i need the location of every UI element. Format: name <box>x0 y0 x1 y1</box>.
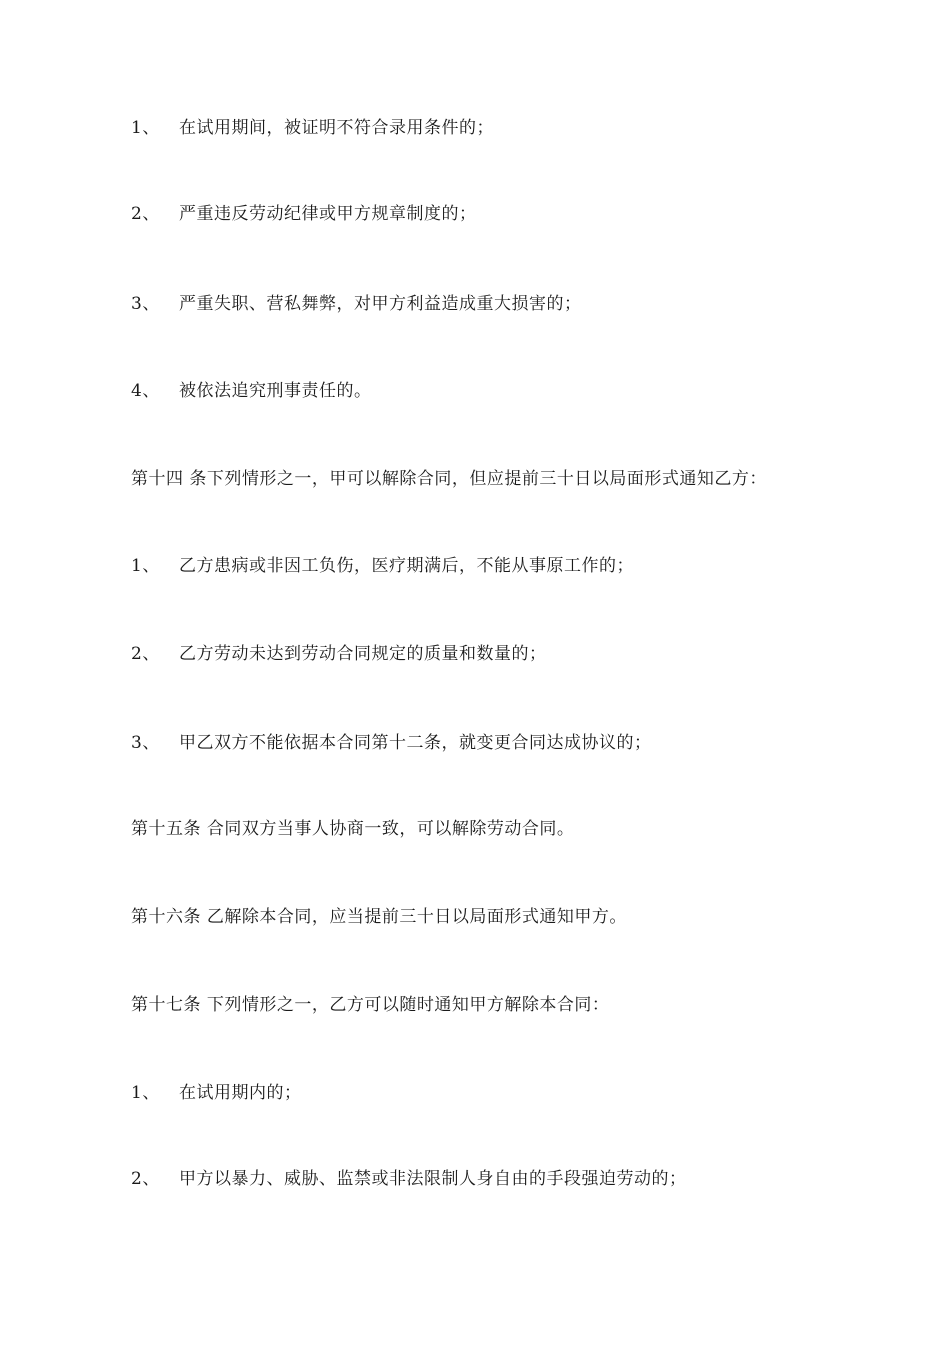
article-15-paragraph <box>131 818 574 840</box>
list-item <box>131 732 652 754</box>
list-item <box>131 203 477 225</box>
list-item-text: 严重失职、营私舞弊，对甲方利益造成重大损害的； <box>179 294 582 314</box>
list-item <box>131 643 547 665</box>
list-item-text: 乙方劳动未达到劳动合同规定的质量和数量的； <box>179 644 547 664</box>
list-item-number: 2、 <box>131 204 160 224</box>
article-text: 第十七条 下列情形之一，乙方可以随时通知甲方解除本合同： <box>131 995 610 1015</box>
article-text: 第十六条 乙解除本合同，应当提前三十日以局面形式通知甲方。 <box>131 907 627 927</box>
article-text: 第十五条 合同双方当事人协商一致，可以解除劳动合同。 <box>131 819 575 839</box>
list-item-text: 在试用期内的； <box>179 1083 302 1103</box>
list-item-text: 在试用期间，被证明不符合录用条件的； <box>179 118 494 138</box>
list-item-text: 甲乙双方不能依据本合同第十二条，就变更合同达成协议的； <box>179 733 652 753</box>
list-item <box>131 117 494 139</box>
list-item <box>131 380 372 402</box>
list-item <box>131 1168 687 1190</box>
list-item-text: 甲方以暴力、威胁、监禁或非法限制人身自由的手段强迫劳动的； <box>179 1169 687 1189</box>
list-item-number: 4、 <box>131 381 160 401</box>
list-item-number: 1、 <box>131 1083 160 1103</box>
list-item-number: 2、 <box>131 644 160 664</box>
list-item <box>131 293 582 315</box>
article-17-paragraph <box>131 994 609 1016</box>
list-item-number: 2、 <box>131 1169 160 1189</box>
list-item <box>131 1082 302 1104</box>
list-item-text: 被依法追究刑事责任的。 <box>179 381 372 401</box>
list-item <box>131 555 634 577</box>
list-item-text: 严重违反劳动纪律或甲方规章制度的； <box>179 204 477 224</box>
list-item-number: 1、 <box>131 118 160 138</box>
article-text: 第十四 条下列情形之一，甲可以解除合同，但应提前三十日以局面形式通知乙方： <box>131 469 767 489</box>
article-16-paragraph <box>131 906 627 928</box>
article-14-paragraph <box>131 468 767 490</box>
list-item-number: 1、 <box>131 556 160 576</box>
list-item-text: 乙方患病或非因工负伤，医疗期满后，不能从事原工作的； <box>179 556 634 576</box>
list-item-number: 3、 <box>131 294 160 314</box>
list-item-number: 3、 <box>131 733 160 753</box>
